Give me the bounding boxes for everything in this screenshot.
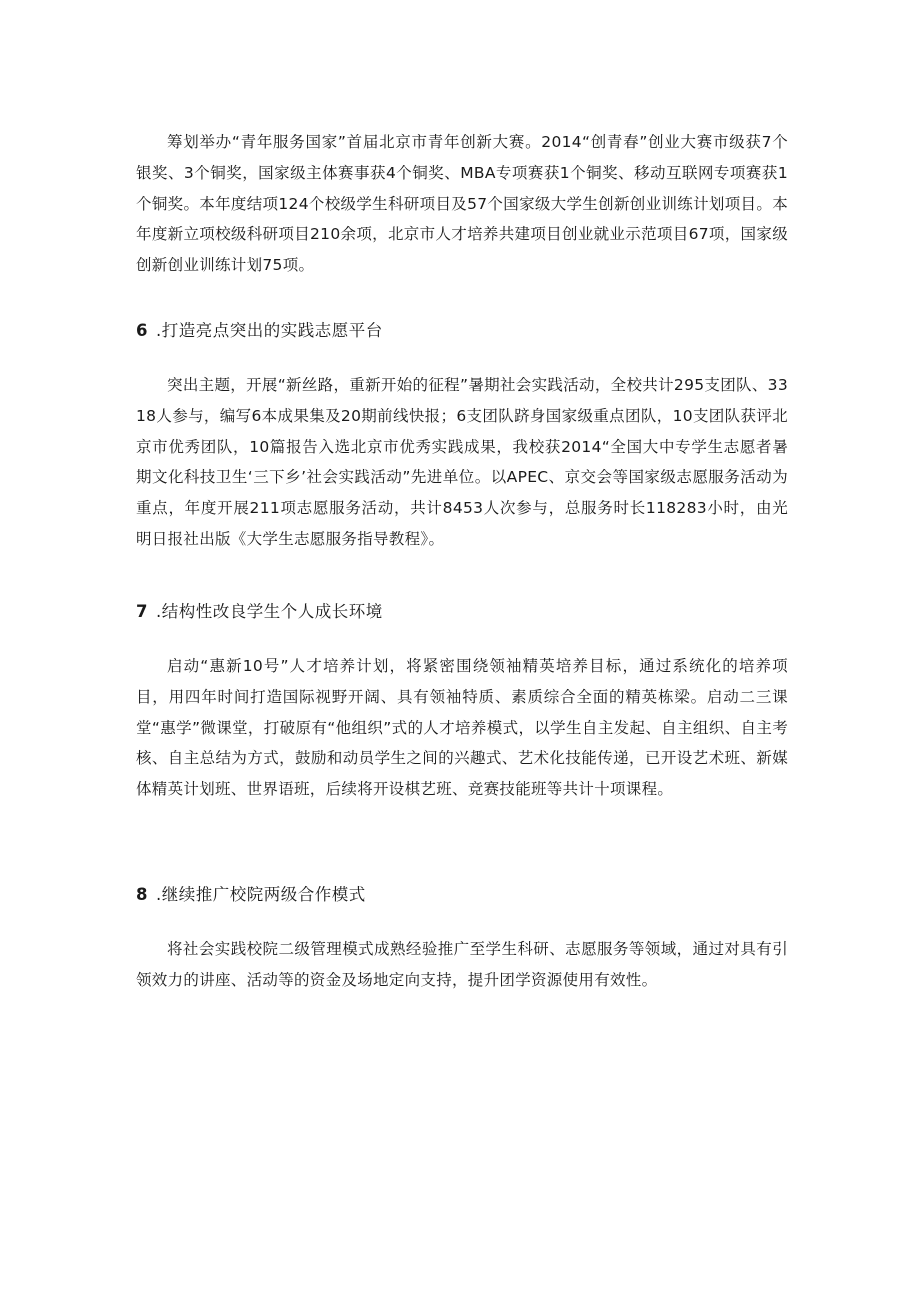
section-8-number: 8 bbox=[136, 885, 148, 904]
section-7-paragraph: 启动“惠新10号”人才培养计划，将紧密围绕领袖精英培养目标，通过系统化的培养项目，用四年时间打造国际视野开阔、具有领袖特质、素质综合全面的精英栋梁。启动二三课堂“惠学”微课堂，打破原有“他组织”式的人才培养模式，以学生自主发起、自主组织、自主考核、自主总结为方式，鼓励和动员学生之间的兴趣式、艺术化技能传递，已开设艺术班、新媒体精英计划班、世界语班，后续将开设棋艺班、竞赛技能班等共计十项课程。 bbox=[136, 657, 788, 799]
intro-paragraph: 筹划举办“青年服务国家”首届北京市青年创新大赛。2014“创青春”创业大赛市级获7个银奖、3个铜奖，国家级主体赛事获4个铜奖、MBA专项赛获1个铜奖、移动互联网专项赛获1个铜奖。本年度结项124个校级学生科研项目及57个国家级大学生创新创业训练计划项目。本年度新立项校级科研项目210余项，北京市人才培养共建项目创业就业示范项目67项，国家级创新创业训练计划75项。 bbox=[136, 133, 788, 275]
section-6-number: 6 bbox=[136, 321, 148, 340]
section-8-title: .继续推广校院两级合作模式 bbox=[156, 885, 366, 904]
section-7-title: .结构性改良学生个人成长环境 bbox=[156, 602, 383, 621]
section-8-heading bbox=[136, 883, 788, 907]
section-7-heading bbox=[136, 600, 788, 624]
section-6-title: .打造亮点突出的实践志愿平台 bbox=[156, 321, 383, 340]
section-7-number: 7 bbox=[136, 602, 148, 621]
section-6-heading bbox=[136, 319, 788, 343]
section-6-paragraph: 突出主题，开展“新丝路，重新开始的征程”暑期社会实践活动，全校共计295支团队、3318人参与，编写6本成果集及20期前线快报；6支团队跻身国家级重点团队，10支团队获评北京市优秀团队，10篇报告入选北京市优秀实践成果，我校获2014“全国大中专学生志愿者暑期文化科技卫生‘三下乡’社会实践活动”先进单位。以APEC、京交会等国家级志愿服务活动为重点，年度开展211项志愿服务活动，共计8453人次参与，总服务时长118283小时，由光明日报社出版《大学生志愿服务指导教程》。 bbox=[136, 376, 788, 548]
section-8-paragraph: 将社会实践校院二级管理模式成熟经验推广至学生科研、志愿服务等领域，通过对具有引领效力的讲座、活动等的资金及场地定向支持，提升团学资源使用有效性。 bbox=[136, 940, 788, 989]
